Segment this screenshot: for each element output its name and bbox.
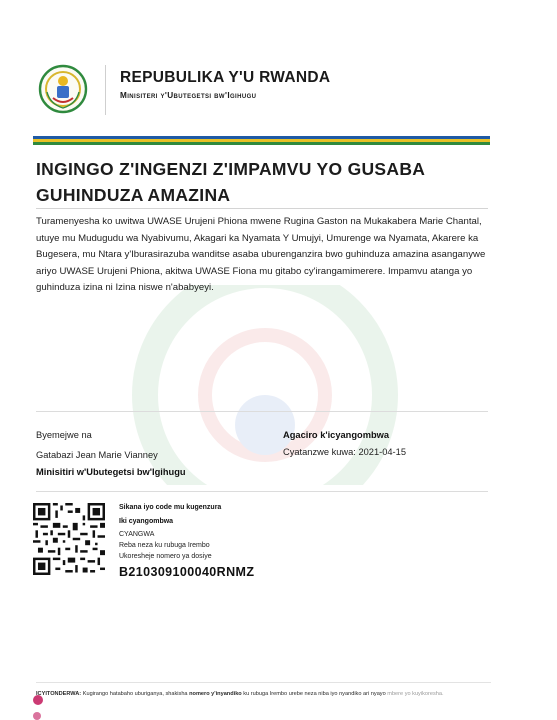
footer-note-text-1: Kugirango hatabaho uburiganya, shakisha — [82, 691, 188, 697]
scan-instruction: Sikana iyo code mu kugenzura — [119, 504, 222, 511]
footer-note-heading: ICYITONDERWA: — [36, 691, 82, 697]
document-body: Turamenyesha ko uwitwa UWASE Urujeni Phiona mwene Rugina Gaston na Mukakabera Marie Chantal, utuye mu Mudugudu wa Nyabivumu, Akagari ka Nyamata Y Umujyi, Umurenge wa Nyamata, Akarere ka Bugesera, mu Ntara y'Iburasirazuba wanditse asaba uburenganzira bwo guhinduza amazina asanganywe ariyo UWASE Urujeni Phiona, akitwa UWASE Fiona mu gitabo cy'irangamimerere. Impamvu atanga yo guhinduza izina ni Izina niswe n'ababyeyi. — [36, 216, 486, 294]
cost-label: Agaciro k'icyangombwa — [283, 430, 390, 440]
stripe-green — [33, 142, 490, 145]
republic-title: REPUBULIKA Y'U RWANDA — [120, 69, 331, 86]
verification-divider — [36, 491, 488, 492]
header-divider — [105, 65, 106, 115]
qr-code-icon — [33, 503, 105, 575]
file-number-instruction: Ukoresheje nomero ya dosiye — [119, 553, 212, 560]
file-reference-number: B210309100040RNMZ — [119, 565, 255, 579]
footer-note-text-2: ku rubuga Irembo urebe neza niba iyo nyandiko ari nyayo — [243, 691, 386, 697]
rwanda-coat-of-arms-emblem — [38, 64, 88, 114]
ministry-title: Minisiteri y'Ubutegetsi bw'Igihugu — [120, 91, 257, 100]
title-divider — [36, 208, 488, 209]
document-title: INGINGO Z'INGENZI Z'IMPAMVU YO GUSABA GUHINDUZA AMAZINA — [36, 159, 425, 205]
footer-note — [36, 690, 496, 699]
issue-date: Cyatanzwe kuwa: 2021-04-15 — [283, 447, 406, 457]
footer-note-emphasis: nomero y'inyandiko — [189, 691, 242, 697]
or-label: CYANGWA — [119, 531, 155, 538]
approved-by-label: Byemejwe na — [36, 430, 92, 440]
footer-marker-secondary — [33, 712, 41, 720]
irembo-instruction: Reba neza ku rubuga Irembo — [119, 542, 210, 549]
flag-stripes — [33, 136, 490, 145]
footer-divider — [36, 682, 491, 683]
signature-divider-top — [36, 411, 488, 412]
cost-reference-label: Iki cyangombwa — [119, 518, 174, 525]
footer-note-text-3: mbere yo kuyikoresha. — [387, 691, 444, 697]
signatory-name: Gatabazi Jean Marie Vianney — [36, 450, 158, 460]
signatory-role: Minisitiri w'Ubutegetsi bw'Igihugu — [36, 467, 186, 477]
